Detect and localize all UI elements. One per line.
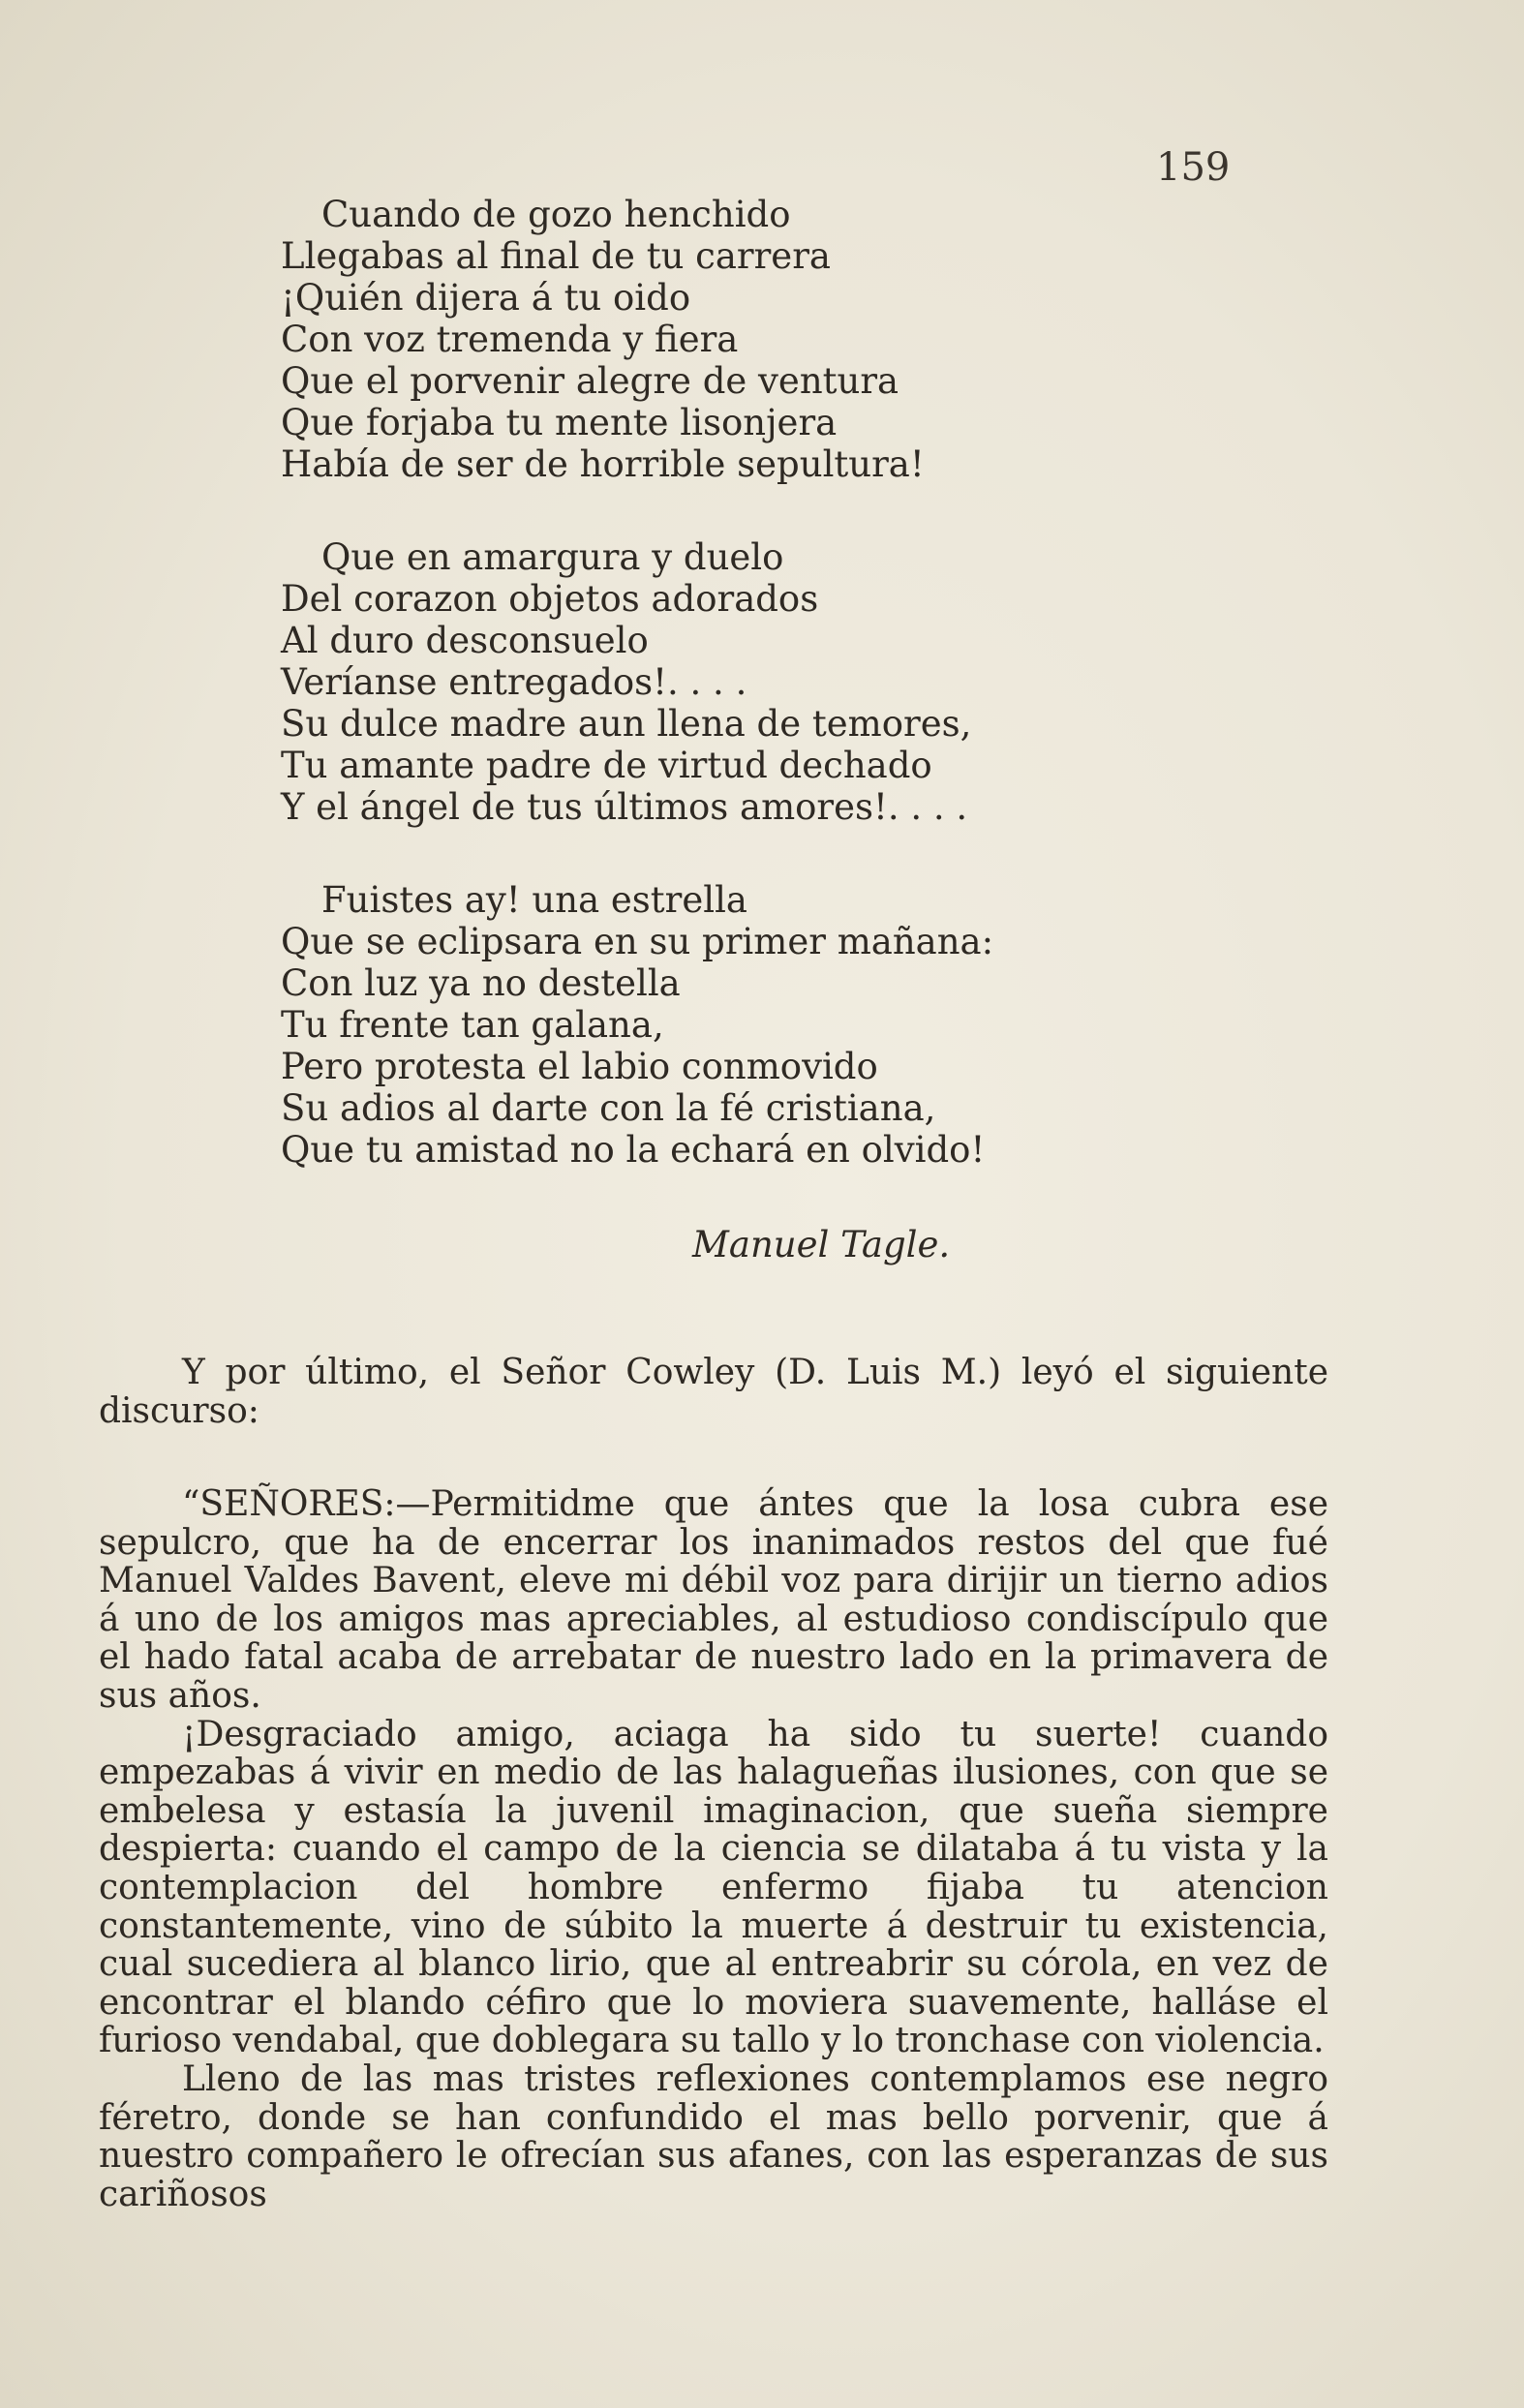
speech-paragraph: ¡Desgraciado amigo, aciaga ha sido tu suerte! cuando empezabas á vivir en medio de las halagueñas ilusiones, con que se embelesa y estasía la juvenil imaginacion, que sueña siempre despierta: cuando el campo de la ciencia se dilataba á tu vista y la contemplacion del hombre enfermo fijaba tu atencion constantemente, vino de súbito la muerte á destruir tu existencia, cual sucediera al blanco lirio, que al entreabrir su córola, en vez de encontrar el blando céfiro que lo moviera suavemente, halláse el furioso vendabal, que doblegara su tallo y lo tronchase con violencia.	[99, 1714, 1328, 2061]
poem-line: Del corazon objetos adorados	[281, 578, 819, 620]
page-number: 159	[1156, 145, 1231, 190]
poem-line: Pero protesta el labio conmovido	[281, 1046, 878, 1087]
poem-stanza-3	[281, 879, 993, 1171]
poem-line: Fuistes ay! una estrella	[321, 879, 747, 921]
intro-paragraph	[99, 1354, 1328, 1430]
speech-paragraph: “SEÑORES:—Permitidme que ántes que la losa cubra ese sepulcro, que ha de encerrar los inanimados restos del que fué Manuel Valdes Bavent, eleve mi débil voz para dirijir un tierno adios á uno de los amigos mas apreciables, al estudioso condiscípulo que el hado fatal acaba de arrebatar de nuestro lado en la primavera de sus años.	[99, 1484, 1328, 1716]
poem-line: Que en amargura y duelo	[321, 536, 784, 578]
poem-line: Y el ángel de tus últimos amores!. . . .	[281, 786, 968, 828]
intro-text: Y por último, el Señor Cowley (D. Luis M.) leyó el siguiente discurso:	[99, 1353, 1328, 1431]
poem-signature: Manuel Tagle.	[692, 1224, 951, 1265]
poem-line: ¡Quién dijera á tu oido	[281, 277, 691, 319]
poem-line: Con luz ya no destella	[281, 962, 681, 1004]
poem-line: Veríanse entregados!. . . .	[281, 661, 747, 703]
speech-paragraph: Lleno de las mas tristes reflexiones contemplamos ese negro féretro, donde se han confundido el mas bello porvenir, que á nuestro compañero le ofrecían sus afanes, con las esperanzas de sus cariñosos	[99, 2058, 1328, 2214]
poem-stanza-1	[281, 194, 925, 485]
poem-stanza-2	[281, 536, 971, 828]
poem-line: Tu frente tan galana,	[281, 1004, 664, 1046]
poem-line: Tu amante padre de virtud dechado	[281, 745, 932, 786]
speech-body	[99, 1485, 1328, 2213]
poem-line: Cuando de gozo henchido	[321, 194, 791, 235]
poem-line: Que forjaba tu mente lisonjera	[281, 402, 838, 443]
poem-line: Llegabas al final de tu carrera	[281, 235, 831, 277]
poem-line: Que tu amistad no la echará en olvido!	[281, 1129, 986, 1171]
poem-line: Que se eclipsara en su primer mañana:	[281, 921, 994, 962]
poem-line: Su adios al darte con la fé cristiana,	[281, 1087, 936, 1129]
poem-line: Que el porvenir alegre de ventura	[281, 360, 899, 402]
poem-line: Había de ser de horrible sepultura!	[281, 443, 925, 485]
poem-line: Al duro desconsuelo	[281, 620, 649, 661]
poem-line: Su dulce madre aun llena de temores,	[281, 703, 972, 745]
poem-line: Con voz tremenda y fiera	[281, 319, 739, 360]
